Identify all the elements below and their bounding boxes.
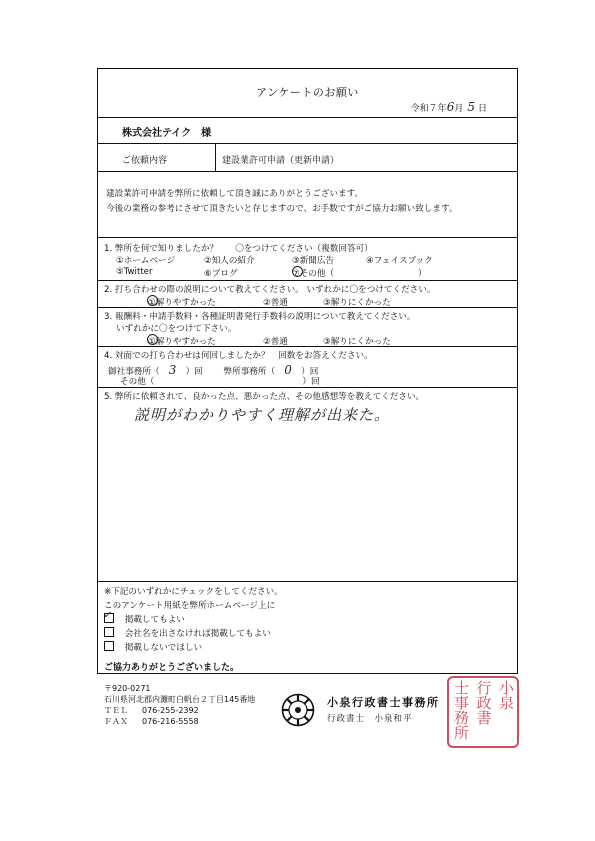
q3-option-1: ①解りやすかった [148,337,216,347]
seal-col-1: 小泉 [497,680,515,710]
office-title: 行政書士 小泉和平 [327,714,413,724]
date: 令和７年6月 5 日 [410,100,487,114]
intro-line-2: 今後の業務の参考にさせて頂きたいと存じますので、お手数ですがご協力お願い致します。 [106,204,458,214]
divider [98,117,517,118]
seal-col-2: 行政書 [474,680,493,725]
q1-question: 1. 弊所を何で知りましたか？ 〇をつけてください（複数回答可） [104,244,373,254]
request-value: 建設業許可申請（更新申請） [222,156,340,166]
divider [98,307,517,308]
q2-option-1: ①解りやすかった [148,298,216,308]
checkbox [104,641,114,651]
survey-frame [97,68,518,674]
address: 石川県河北郡内灘町白帆台２丁目145番地 [104,695,256,704]
q5-question: 5. 弊所に依頼されて、良かった点、悪かった点、その他感想等を教えてください。 [104,392,425,402]
page-title: アンケートのお願い [256,86,359,99]
office-contact [104,683,255,727]
intro-line-1: 建設業許可申請を弊所に依頼して頂き誠にありがとうございます。 [106,189,364,199]
divider [98,387,517,388]
office-seal-stamp [447,676,519,748]
check-option-2: 会社名を出さなければ掲載してもよい [104,626,271,639]
q1-option-5: ⑤Twitter [116,267,153,277]
q4-our-office-count: 0 [284,363,292,377]
q1-option-2: ②知人の紹介 [204,256,255,266]
checkbox [104,627,114,637]
check-note: ※下記のいずれかにチェックをしてください。 [104,587,283,597]
office-name: 小泉行政書士事務所 [327,696,440,709]
q4-office-count: 3 [168,363,177,377]
q1-option-6: ⑥ブログ [204,269,238,279]
q3-option-2: ②普通 [263,337,288,347]
q4-row-2: その他（ ）回 [120,377,320,387]
q3-option-3: ③解りにくかった [323,337,391,347]
divider [215,143,216,171]
q2-option-3: ③解りにくかった [323,298,391,308]
q4-row-1: 御社事務所（ 3 ）回 弊所事務所（ 0 ）回 [108,363,319,377]
q2-question: 2. 打ち合わせの際の説明について教えてください。 いずれかに〇をつけてください。 [104,285,436,295]
divider [98,346,517,347]
request-label: ご依頼内容 [122,156,168,166]
q1-option-1: ①ホームページ [116,256,176,266]
q1-option-3: ③新聞広告 [292,256,335,266]
month-value: 6 [446,100,455,114]
seal-col-3: 士事務所 [452,680,470,740]
check-option-3: 掲載しないでほしい [104,640,202,653]
divider [98,581,517,582]
divider [98,280,517,281]
check-option-1: ✓ 掲載してもよい [103,610,185,625]
client-name: 株式会社テイク 様 [122,128,212,139]
fax-row: ＦＡＸ 076-216-5558 [104,717,199,726]
answer-circle [147,295,158,306]
q1-option-4: ④フェイスブック [366,256,433,266]
q3-question: 3. 報酬料・申請手数料・各種証明書発行手数料の説明について教えてください。 [104,312,416,322]
divider [98,143,517,144]
answer-circle [292,266,303,277]
thanks-text: ご協力ありがとうございました。 [104,663,240,673]
check-line: このアンケート用紙を弊所ホームページ上に [104,601,276,611]
postal-code: 〒920-0271 [104,684,151,693]
checkbox [103,610,114,623]
answer-circle [147,334,158,345]
q1-option-close: ） [418,269,427,279]
q1-option-7: ⑦その他（ [292,269,335,279]
q3-question-2: いずれかに〇をつけて下さい。 [116,324,237,334]
divider [98,171,517,172]
office-crest-icon [281,693,315,727]
q4-question: 4. 対面での打ち合わせは何回しましたか？ 回数をお答えください。 [104,351,373,361]
q2-option-2: ②普通 [263,298,288,308]
check-mark-icon: ✓ [103,610,112,621]
q5-answer: 説明がわかりやすく理解が出来た。 [134,406,391,424]
divider [98,237,517,238]
tel-row: ＴＥＬ 076-255-2392 [104,706,199,715]
day-value: 5 [467,100,475,114]
